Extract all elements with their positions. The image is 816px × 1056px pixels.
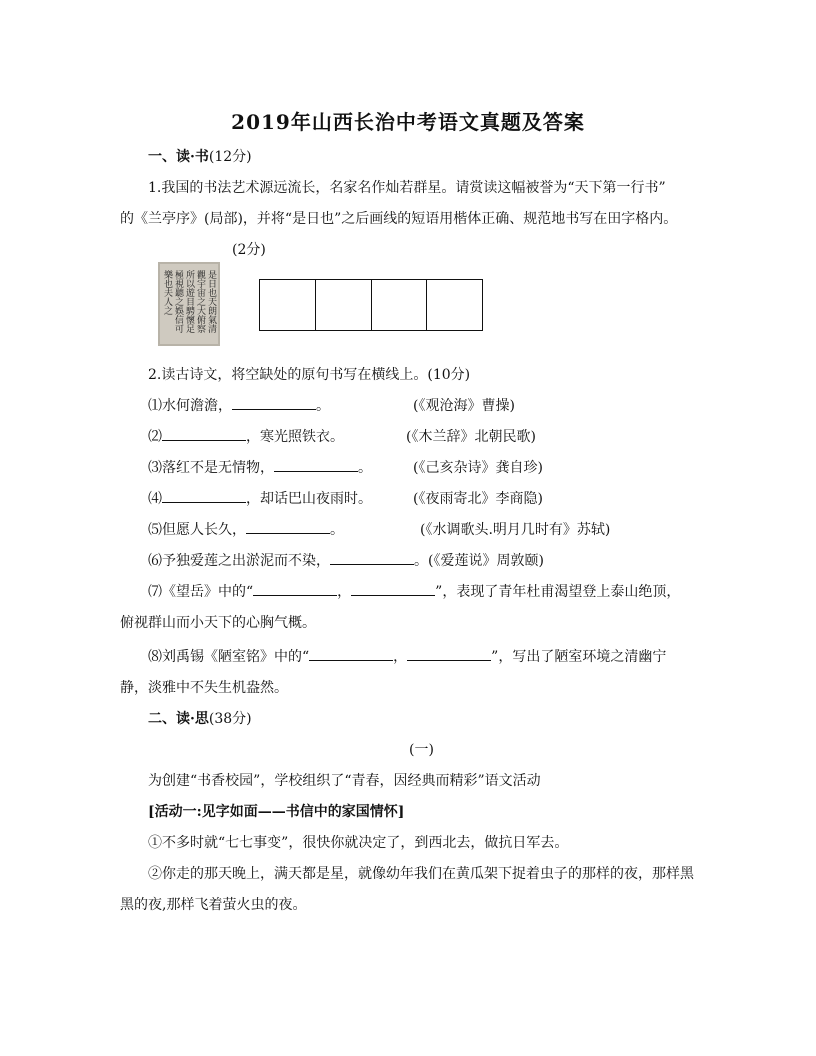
calligraphy-col-4: 極視聽之娛信可: [173, 270, 183, 333]
section-2-label: 二、读·思: [148, 711, 209, 727]
item-post: ，却话巴山夜雨时。: [246, 491, 372, 507]
calligraphy-col-1: 是日也天朗氣清: [206, 270, 216, 333]
grid-cell[interactable]: [372, 280, 428, 330]
answer-blank[interactable]: [232, 397, 316, 410]
section-1-label: 一、读·书: [148, 149, 209, 165]
item-mid: ，: [337, 584, 352, 600]
part-1-heading: (一): [409, 742, 434, 758]
item-pre: ⑸但愿人长久，: [148, 522, 246, 538]
q1-line1: 1.我国的书法艺术源远流长，名家名作灿若群星。请赏读这幅被誉为“天下第一行书”: [148, 180, 666, 196]
q2-item-1: [148, 395, 330, 415]
calligraphy-col-2: 觀宇宙之大俯察: [195, 270, 205, 333]
paragraph-1: ①不多时就“七七事变”，很快你就决定了，到西北去，做抗日军去。: [148, 835, 569, 851]
q2-item-6: [148, 550, 544, 570]
writing-grid: [259, 279, 483, 331]
q1-line2: 的《兰亭序》(局部)，并将“是日也”之后画线的短语用楷体正确、规范地书写在田字格内。: [120, 211, 678, 227]
grid-cell[interactable]: [260, 280, 316, 330]
item-mid: ，: [393, 649, 408, 665]
item-pre: ⑷: [148, 491, 162, 507]
calligraphy-col-3: 所以遊目騁懷足: [184, 270, 194, 333]
q1-score: (2分): [232, 242, 266, 258]
q2-intro: 2.读古诗文，将空缺处的原句书写在横线上。(10分): [148, 367, 471, 383]
item-pre: ⑵: [148, 429, 162, 445]
answer-blank[interactable]: [351, 583, 435, 596]
calligraphy-image: [158, 262, 220, 346]
activity-intro: 为创建“书香校园”，学校组织了“青春，因经典而精彩”语文活动: [148, 773, 541, 789]
item-post: ，寒光照铁衣。: [246, 429, 344, 445]
q2-item-8: [148, 646, 666, 666]
answer-blank[interactable]: [246, 521, 330, 534]
answer-blank[interactable]: [330, 552, 414, 565]
page-title: 2019年山西长治中考语文真题及答案: [231, 110, 585, 134]
item-post: 。: [358, 460, 372, 476]
item-pre: ⑹予独爱莲之出淤泥而不染，: [148, 553, 330, 569]
section-2-heading: [148, 708, 252, 728]
item-post: ”，写出了陋室环境之清幽宁: [491, 649, 667, 665]
q2-item-7: [148, 581, 680, 601]
q2-item-5-source: (《水调歌头.明月几时有》苏轼): [420, 522, 611, 538]
q2-item-1-source: (《观沧海》曹操): [413, 398, 515, 414]
q2-item-4-source: (《夜雨寄北》李商隐): [413, 491, 543, 507]
item-post: 。: [330, 522, 344, 538]
section-2-score: (38分): [208, 711, 252, 727]
q2-item-8-line2: 静，淡雅中不失生机盎然。: [120, 680, 288, 696]
item-pre: ⑴水何澹澹，: [148, 398, 232, 414]
item-post: ”，表现了青年杜甫渴望登上泰山绝顶，: [435, 584, 681, 600]
calligraphy-col-5: 樂也夫人之: [162, 270, 172, 315]
q2-item-2: [148, 426, 344, 446]
q2-item-3-source: (《己亥杂诗》龚自珍): [413, 460, 543, 476]
q2-item-5: [148, 519, 344, 539]
section-1-heading: [148, 146, 252, 166]
item-post: 。(《爱莲说》周敦颐): [414, 553, 544, 569]
q2-item-4: [148, 488, 372, 508]
section-1-score: (12分): [208, 149, 252, 165]
activity-1-heading: [活动一:见字如面——书信中的家国情怀]: [148, 804, 405, 820]
item-pre: ⑶落红不是无情物，: [148, 460, 274, 476]
answer-blank[interactable]: [309, 648, 393, 661]
answer-blank[interactable]: [274, 459, 358, 472]
q2-item-3: [148, 457, 372, 477]
answer-blank[interactable]: [407, 648, 491, 661]
answer-blank[interactable]: [162, 490, 246, 503]
q2-item-7-line2: 俯视群山而小天下的心胸气概。: [120, 615, 316, 631]
q2-item-2-source: (《木兰辞》北朝民歌): [406, 429, 536, 445]
answer-blank[interactable]: [253, 583, 337, 596]
answer-blank[interactable]: [162, 428, 246, 441]
item-post: 。: [316, 398, 330, 414]
grid-cell[interactable]: [427, 280, 482, 330]
item-pre: ⑺《望岳》中的“: [148, 584, 254, 600]
grid-cell[interactable]: [316, 280, 372, 330]
paragraph-2-line2: 黑的夜,那样飞着萤火虫的夜。: [120, 897, 307, 913]
paragraph-2-line1: ②你走的那天晚上，满天都是星，就像幼年我们在黄瓜架下捉着虫子的那样的夜，那样黑: [148, 866, 694, 882]
item-pre: ⑻刘禹锡《陋室铭》中的“: [148, 649, 310, 665]
